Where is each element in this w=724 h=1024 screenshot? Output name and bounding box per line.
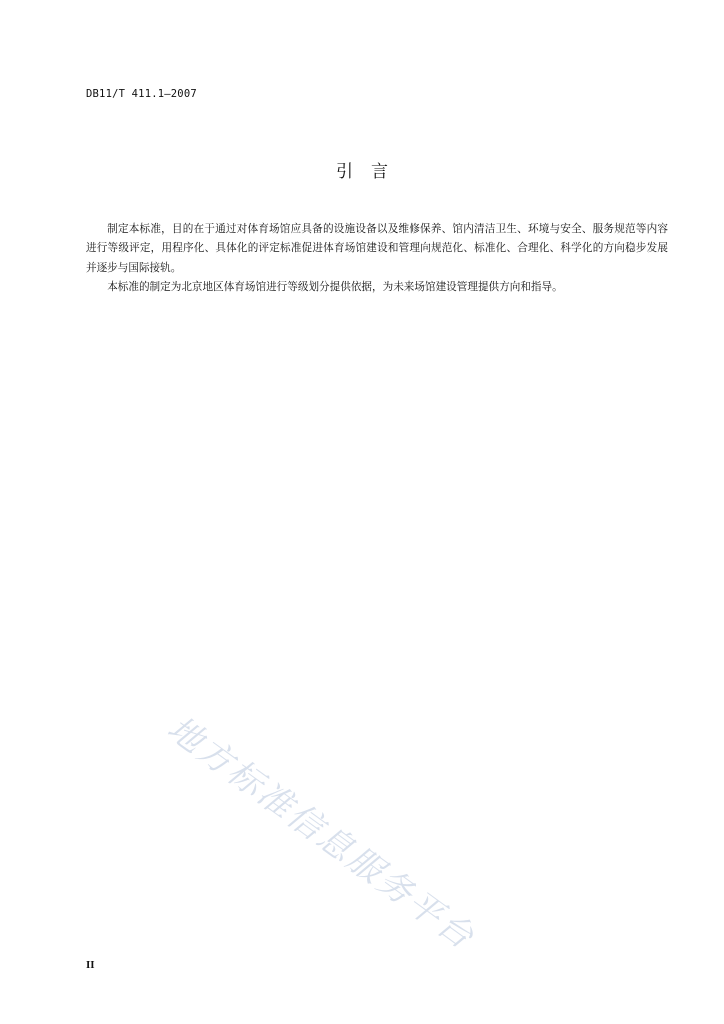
body-text	[86, 220, 668, 297]
page-number: II	[86, 959, 95, 971]
watermark: 地方标准信息服务平台	[159, 708, 483, 959]
page-title: 引言	[336, 162, 406, 182]
paragraph-2: 本标准的制定为北京地区体育场馆进行等级划分提供依据，为未来场馆建设管理提供方向和指导。	[107, 280, 563, 293]
document-code: DB11/T 411.1—2007	[86, 88, 197, 100]
paragraph-1: 制定本标准，目的在于通过对体育场馆应具备的设施设备以及维修保养、馆内清洁卫生、环境与安全、服务规范等内容进行等级评定，用程序化、具体化的评定标准促进体育场馆建设和管理向规范化、标准化、合理化、科学化的方向稳步发展并逐步与国际接轨。	[86, 223, 668, 274]
